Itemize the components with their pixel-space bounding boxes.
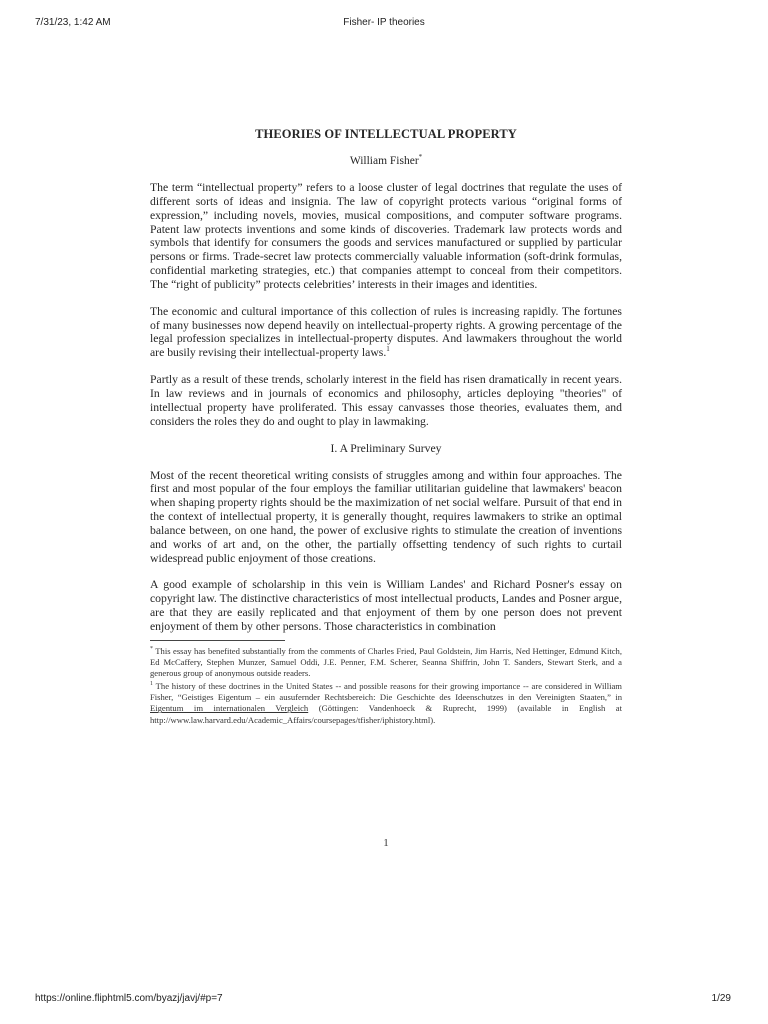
footnote-text: The history of these doctrines in the United States -- and possible reasons for their growing importance -- are considered in William Fisher, “Geistiges Eigentum – ein ausufernder Rechtsbereich: Die Geschichte des Ideenschutzes in den Vereinigten Staaten,” in xyxy=(150,680,622,702)
survey-paragraph-1 xyxy=(150,469,622,566)
footnote-mark: 1 xyxy=(150,680,153,687)
print-document-title: Fisher- IP theories xyxy=(343,17,425,28)
section-heading: I. A Preliminary Survey xyxy=(330,441,442,455)
print-url: https://online.fliphtml5.com/byazj/javj/#p=7 xyxy=(35,993,223,1004)
survey-paragraph-2 xyxy=(150,578,622,633)
footnote-text: This essay has benefited substantially from the comments of Charles Fried, Paul Goldstein, Jim Harris, Ned Hettinger, Edmund Kitch, Ed McCaffery, Stephen Munzer, Samuel Oddi, J.E. Penner, F.M. Scherer, Seanna Shiffrin, John T. Sanders, Stewart Sterk, and a generous group of anonymous outside readers. xyxy=(150,645,622,679)
paragraph-text: Most of the recent theoretical writing consists of struggles among and within four approaches. The first and most popular of the four employs the familiar utilitarian guideline that lawmakers' beacon when shaping property rights should be the maximization of net social welfare. Pursuit of that end in the context of intellectual property, it is generally thought, requires lawmakers to strike an optimal balance between, on one hand, the power of exclusive rights to stimulate the creation of inventions and works of art and, on the other, the partially offsetting tendency of such rights to curtail widespread public enjoyment of those creations. xyxy=(150,468,622,565)
intro-paragraph-2 xyxy=(150,305,622,360)
print-page-count: 1/29 xyxy=(711,993,731,1004)
document-title: THEORIES OF INTELLECTUAL PROPERTY xyxy=(255,127,517,141)
footnote-1 xyxy=(150,681,622,726)
intro-paragraph-3 xyxy=(150,373,622,428)
paragraph-text: The economic and cultural importance of this collection of rules is increasing rapidly. The fortunes of many businesses now depend heavily on intellectual-property rights. A growing percentage of the legal profession specializes in intellectual-property disputes. And lawmakers throughout the world are busily revising their intellectual-property laws. xyxy=(150,304,622,360)
document-page xyxy=(150,126,622,727)
footnote-reference-1: 1 xyxy=(386,345,390,354)
footnote-author xyxy=(150,646,622,680)
intro-paragraph-1 xyxy=(150,181,622,292)
paragraph-text: The term “intellectual property” refers to a loose cluster of legal doctrines that regulate the uses of different sorts of ideas and insignia. The law of copyright protects various “original forms of expression,” including novels, movies, musical compositions, and computer software programs. Patent law protects inventions and some kinds of discoveries. Trademark law protects words and symbols that identify for consumers the goods and services manufactured or supplied by particular persons or firms. Trade-secret law protects commercially valuable information (soft-drink formulas, confidential marketing strategies, etc.) that companies attempt to conceal from their competitors. The “right of publicity” protects celebrities’ interests in their images and identities. xyxy=(150,181,622,291)
footnote-text: (Göttingen: Vandenhoeck & Ruprecht, 1999) (available in English at http://www.law.harvard.edu/Academic_Affairs/coursepages/tfisher/iphistory.html). xyxy=(150,703,623,725)
document-author xyxy=(150,154,622,168)
print-footer xyxy=(0,993,768,1007)
author-footnote-mark: * xyxy=(418,153,423,162)
page-number: 1 xyxy=(383,837,389,849)
footnote-mark: * xyxy=(150,645,153,652)
footnote-book-link[interactable]: Eigentum im internationalen Vergleich xyxy=(150,703,309,714)
print-header xyxy=(0,17,768,31)
print-timestamp: 7/31/23, 1:42 AM xyxy=(35,17,111,28)
paragraph-text: Partly as a result of these trends, scholarly interest in the field has risen dramatically in recent years. In law reviews and in journals of economics and philosophy, articles deploying "theories" of intellectual property have proliferated. This essay canvasses those theories, evaluates them, and considers the roles they do and ought to play in lawmaking. xyxy=(150,373,622,428)
footnote-divider xyxy=(150,640,285,641)
author-name: William Fisher xyxy=(349,155,419,167)
paragraph-text: A good example of scholarship in this vein is William Landes' and Richard Posner's essay on copyright law. The distinctive characteristics of most intellectual products, Landes and Posner argue, are that they are easily replicated and that enjoyment of them by one person does not prevent enjoyment of them by other persons. Those characteristics in combination xyxy=(150,578,622,633)
